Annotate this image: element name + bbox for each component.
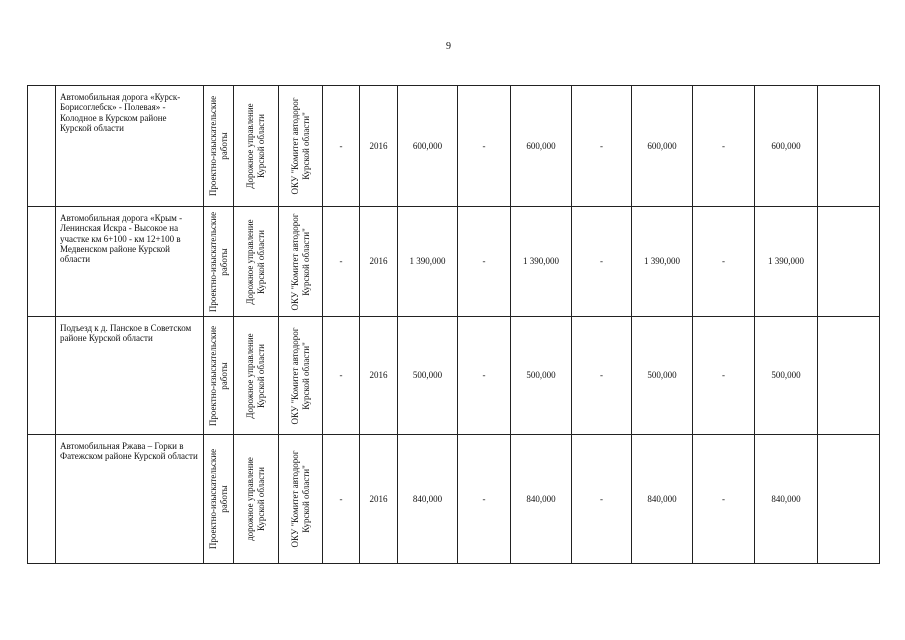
- value-cell: -: [693, 317, 755, 435]
- customer-cell: [234, 317, 279, 435]
- value-cell: 1 390,000: [398, 207, 458, 317]
- customer-cell: [234, 86, 279, 207]
- work-type-text: Проектно-изыскательские работы: [207, 325, 229, 426]
- table-row: [28, 86, 880, 207]
- value-cell: 500,000: [632, 317, 693, 435]
- empty-cell: [818, 207, 880, 317]
- value-cell: 600,000: [755, 86, 818, 207]
- value-cell: 840,000: [632, 435, 693, 564]
- value-cell: -: [458, 435, 511, 564]
- empty-cell: [818, 435, 880, 564]
- customer-text: Дорожное управление Курской области: [245, 332, 266, 419]
- contractor-text: ОКУ "Комитет автодорог Курской области": [289, 97, 311, 195]
- table-row: [28, 207, 880, 317]
- contractor-cell: [279, 317, 323, 435]
- value-cell: -: [572, 435, 632, 564]
- value-cell: 840,000: [755, 435, 818, 564]
- value-cell: -: [323, 435, 360, 564]
- row-number-cell: [28, 317, 56, 435]
- value-cell: 600,000: [511, 86, 572, 207]
- value-cell: 600,000: [632, 86, 693, 207]
- work-type-cell: [204, 86, 234, 207]
- year-cell: 2016: [360, 86, 398, 207]
- year-cell: 2016: [360, 435, 398, 564]
- value-cell: -: [572, 86, 632, 207]
- value-cell: 840,000: [398, 435, 458, 564]
- page-number: 9: [446, 41, 451, 52]
- row-number-cell: [28, 435, 56, 564]
- customer-text: дорожное управление Курской области: [245, 457, 266, 541]
- value-cell: 500,000: [755, 317, 818, 435]
- road-name-cell: Автомобильная дорога «Курск-Борисоглебск» - Полевая» - Колодное в Курском районе Курской области: [56, 86, 204, 207]
- value-cell: 1 390,000: [632, 207, 693, 317]
- value-cell: -: [323, 317, 360, 435]
- value-cell: -: [693, 86, 755, 207]
- value-cell: -: [323, 86, 360, 207]
- work-type-text: Проектно-изыскательские работы: [207, 211, 229, 312]
- table-row: [28, 317, 880, 435]
- value-cell: 500,000: [511, 317, 572, 435]
- value-cell: -: [572, 317, 632, 435]
- value-cell: 600,000: [398, 86, 458, 207]
- customer-cell: [234, 435, 279, 564]
- row-number-cell: [28, 207, 56, 317]
- value-cell: -: [693, 207, 755, 317]
- road-name-cell: Подъезд к д. Панское в Советском районе Курской области: [56, 317, 204, 435]
- empty-cell: [818, 317, 880, 435]
- value-cell: -: [458, 86, 511, 207]
- contractor-cell: [279, 86, 323, 207]
- value-cell: 1 390,000: [511, 207, 572, 317]
- contractor-cell: [279, 435, 323, 564]
- work-type-cell: [204, 435, 234, 564]
- work-type-text: Проектно-изыскательские работы: [207, 95, 229, 197]
- value-cell: 840,000: [511, 435, 572, 564]
- customer-cell: [234, 207, 279, 317]
- value-cell: 500,000: [398, 317, 458, 435]
- contractor-text: ОКУ "Комитет автодорог Курской области": [289, 327, 311, 424]
- road-name-cell: Автомобильная Ржава – Горки в Фатежском районе Курской области: [56, 435, 204, 564]
- road-name-cell: Автомобильная дорога «Крым - Ленинская Искра - Высокое на участке км 6+100 - км 12+100 в Медвенском районе Курской области: [56, 207, 204, 317]
- value-cell: -: [458, 317, 511, 435]
- row-number-cell: [28, 86, 56, 207]
- work-type-cell: [204, 207, 234, 317]
- year-cell: 2016: [360, 207, 398, 317]
- roads-table: [27, 85, 880, 564]
- value-cell: -: [572, 207, 632, 317]
- value-cell: 1 390,000: [755, 207, 818, 317]
- work-type-cell: [204, 317, 234, 435]
- contractor-text: ОКУ "Комитет автодорог Курской области": [289, 450, 311, 548]
- value-cell: -: [323, 207, 360, 317]
- customer-text: Дорожное управление Курской области: [245, 218, 266, 305]
- contractor-cell: [279, 207, 323, 317]
- value-cell: -: [693, 435, 755, 564]
- table-row: [28, 435, 880, 564]
- work-type-text: Проектно-изыскательские работы: [207, 448, 229, 550]
- customer-text: Дорожное управление Курской области: [245, 103, 266, 189]
- contractor-text: ОКУ "Комитет автодорог Курской области": [289, 213, 311, 310]
- empty-cell: [818, 86, 880, 207]
- year-cell: 2016: [360, 317, 398, 435]
- value-cell: -: [458, 207, 511, 317]
